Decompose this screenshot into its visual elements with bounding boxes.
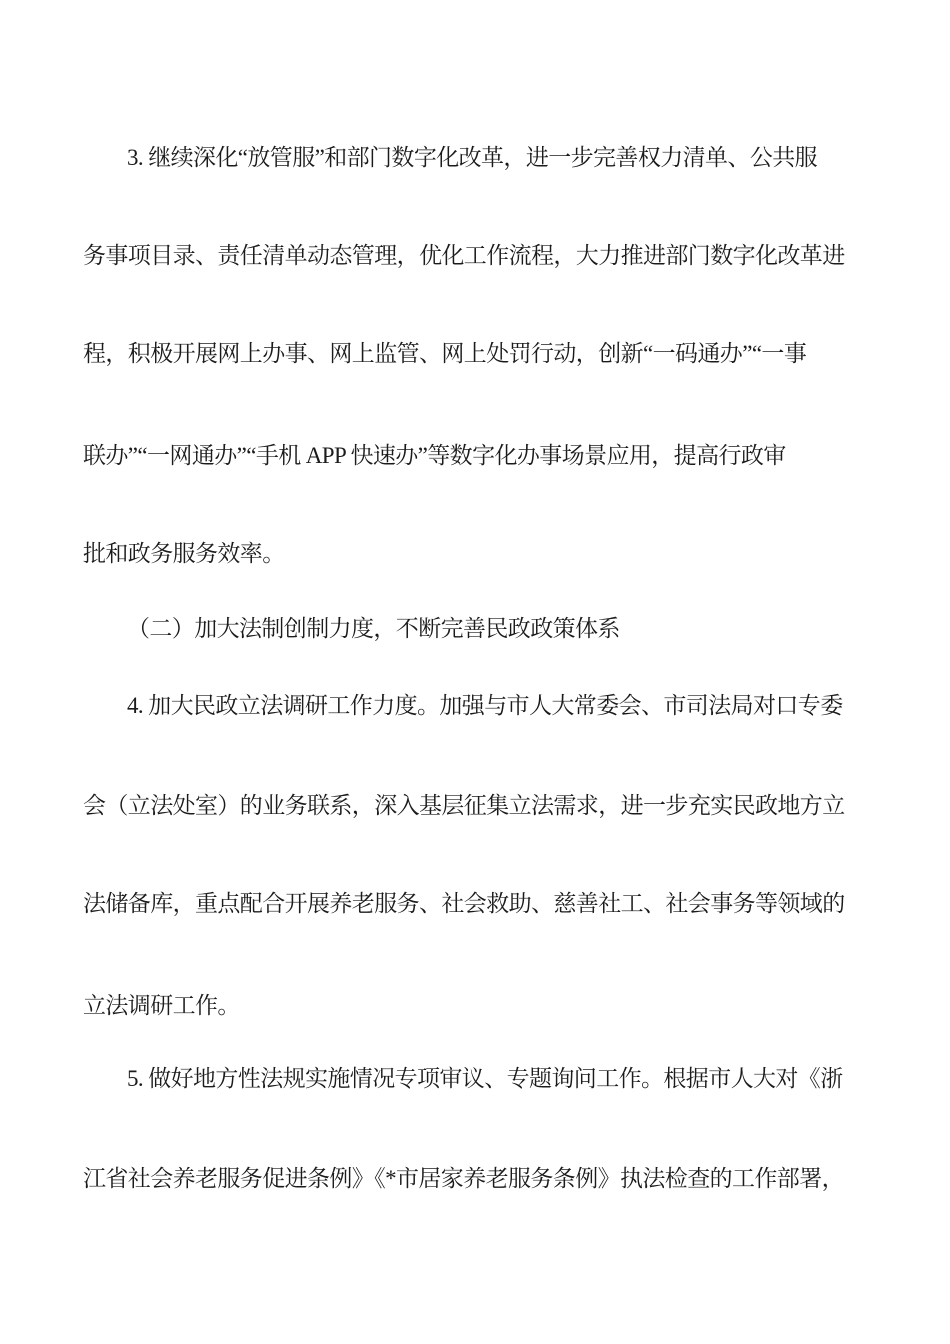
document-line: 江省社会养老服务促进条例》《*市居家养老服务条例》执法检查的工作部署， bbox=[83, 1166, 845, 1191]
document-line: 会（立法处室）的业务联系，深入基层征集立法需求，进一步充实民政地方立 bbox=[83, 793, 845, 818]
document-line: 法储备库，重点配合开展养老服务、社会救助、慈善社工、社会事务等领域的 bbox=[83, 891, 845, 916]
document-line: 批和政务服务效率。 bbox=[83, 541, 285, 566]
document-line: 5. 做好地方性法规实施情况专项审议、专题询问工作。根据市人大对《浙 bbox=[127, 1066, 843, 1091]
document-line: 联办”“一网通办”“手机 APP 快速办”等数字化办事场景应用，提高行政审 bbox=[83, 443, 786, 468]
document-line: 3. 继续深化“放管服”和部门数字化改革，进一步完善权力清单、公共服 bbox=[127, 145, 818, 170]
document-line: 立法调研工作。 bbox=[83, 993, 240, 1018]
document-line: 程，积极开展网上办事、网上监管、网上处罚行动，创新“一码通办”“一事 bbox=[83, 341, 807, 366]
document-line: 务事项目录、责任清单动态管理，优化工作流程，大力推进部门数字化改革进 bbox=[83, 243, 845, 268]
section-heading-line: （二）加大法制创制力度，不断完善民政政策体系 bbox=[127, 616, 620, 641]
document-line: 4. 加大民政立法调研工作力度。加强与市人大常委会、市司法局对口专委 bbox=[127, 693, 843, 718]
